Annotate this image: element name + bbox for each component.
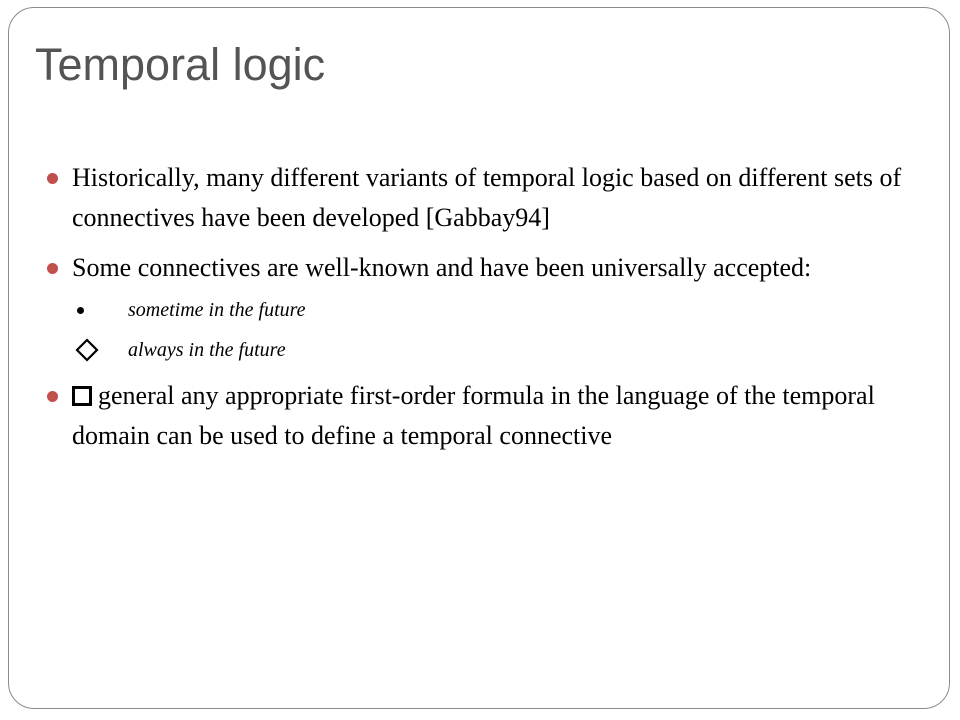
sub-bullet-dot-icon xyxy=(77,307,84,314)
square-icon xyxy=(72,386,92,406)
bullet-item xyxy=(45,376,905,456)
bullet-item xyxy=(45,248,905,288)
sub-bullet-item xyxy=(45,290,905,330)
bullet-text: Some connectives are well-known and have been universally accepted: xyxy=(72,253,812,282)
slide-title: Temporal logic xyxy=(35,39,326,90)
bullet-item xyxy=(45,158,905,238)
bullet-text: Historically, many different variants of temporal logic based on different sets of connectives have been developed [Gabbay94] xyxy=(72,163,902,232)
slide-content xyxy=(45,158,905,456)
sub-bullet-text: always in the future xyxy=(128,339,286,361)
bullet-text: general any appropriate first-order formula in the language of the temporal domain can be used to define a temporal connective xyxy=(72,381,875,450)
bullet-dot-icon xyxy=(47,263,58,274)
bullet-dot-icon xyxy=(47,391,58,402)
diamond-icon xyxy=(75,338,99,362)
sub-bullet-text: sometime in the future xyxy=(128,299,306,321)
sub-bullet-item xyxy=(45,330,905,370)
bullet-dot-icon xyxy=(47,173,58,184)
